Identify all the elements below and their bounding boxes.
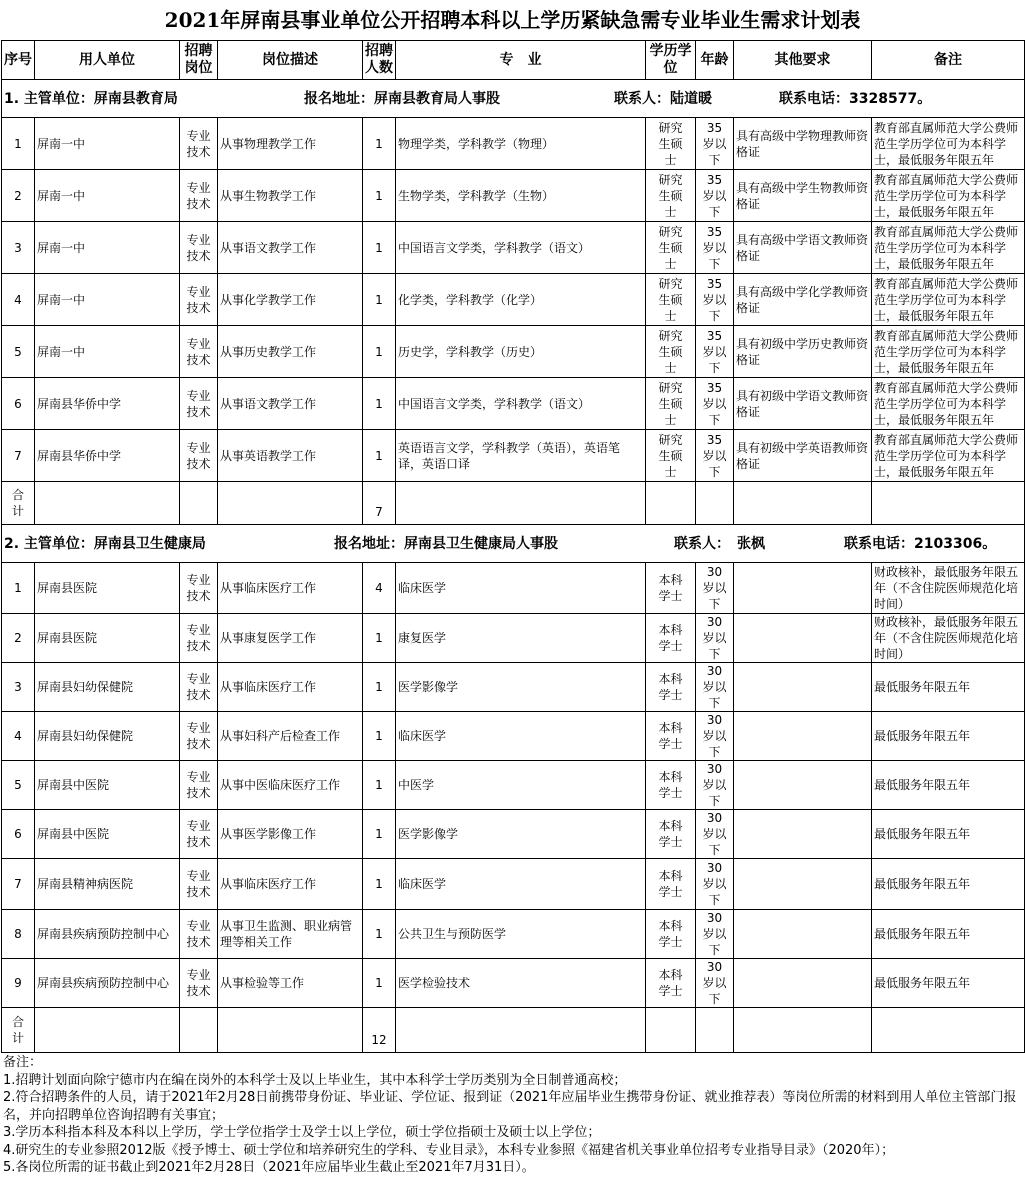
empty-cell (734, 1008, 872, 1053)
cell-desc: 从事语文教学工作 (218, 378, 363, 430)
cell-count: 1 (363, 859, 396, 910)
empty-cell (180, 1008, 218, 1053)
cell-no: 2 (2, 170, 35, 222)
cell-post-text: 专业技术 (186, 180, 211, 211)
cell-age (696, 118, 734, 170)
cell-major: 医学影像学 (396, 810, 646, 859)
total-label-text: 合计 (11, 1015, 24, 1045)
cell-post (180, 118, 218, 170)
cell-desc: 从事生物教学工作 (218, 170, 363, 222)
cell-post (180, 563, 218, 614)
cell-desc: 从事医学影像工作 (218, 810, 363, 859)
cell-req (734, 859, 872, 910)
cell-employer: 屏南县中医院 (35, 761, 180, 810)
cell-major: 中国语言文学类，学科教学（语文） (396, 378, 646, 430)
cell-note (872, 761, 1025, 810)
cell-no: 6 (2, 810, 35, 859)
cell-age-text: 30岁以下 (702, 713, 727, 759)
header-cell: 年龄 (696, 41, 734, 80)
cell-edu-text: 研究生硕士 (658, 276, 683, 323)
empty-cell (218, 1008, 363, 1053)
cell-note-text: 教育部直属师范大学公费师范生学历学位可为本科学士，最低服务年限五年 (874, 432, 1019, 479)
section-contact: 联系人：陆道暖 (614, 90, 712, 107)
cell-desc: 从事语文教学工作 (218, 222, 363, 274)
table-row (2, 563, 1025, 614)
cell-note-text: 财政核补，最低服务年限五年（不含住院医师规范化培时间） (874, 615, 1019, 661)
table-row (2, 614, 1025, 663)
cell-note (872, 712, 1025, 761)
empty-cell (696, 482, 734, 525)
note-item: 2.符合招聘条件的人员，请于2021年2月28日前携带身份证、毕业证、学位证、报到证（2021年应届毕业生携带身份证、就业推荐表）等岗位所需的材料到用人单位主管部门报名，并向招聘单位咨询招聘有关事宜； (3, 1090, 1017, 1123)
note-item: 4.研究生的专业参照2012版《授予博士、硕士学位和培养研究生的学科、专业目录》，本科专业参照《福建省机关事业单位招考专业指导目录》（2020年）； (3, 1142, 895, 1158)
cell-no: 9 (2, 959, 35, 1008)
cell-edu (646, 663, 696, 712)
cell-note (872, 859, 1025, 910)
cell-age-text: 30岁以下 (702, 811, 727, 857)
empty-cell (35, 1008, 180, 1053)
cell-edu-text: 本科学士 (658, 919, 683, 949)
header-row (2, 41, 1025, 80)
empty-cell (696, 1008, 734, 1053)
empty-cell (872, 482, 1025, 525)
total-label-text: 合计 (11, 488, 24, 518)
cell-major: 英语语言文学，学科教学（英语），英语笔译，英语口译 (396, 430, 646, 482)
cell-desc: 从事临床医疗工作 (218, 563, 363, 614)
cell-employer: 屏南一中 (35, 170, 180, 222)
cell-count: 1 (363, 910, 396, 959)
cell-age-text: 30岁以下 (702, 615, 727, 661)
cell-no: 7 (2, 859, 35, 910)
cell-edu (646, 430, 696, 482)
cell-edu-text: 本科学士 (658, 721, 683, 751)
cell-edu (646, 222, 696, 274)
cell-count: 1 (363, 959, 396, 1008)
cell-edu (646, 910, 696, 959)
cell-edu-text: 研究生硕士 (658, 380, 683, 427)
cell-post-text: 专业技术 (186, 672, 211, 702)
cell-employer: 屏南一中 (35, 118, 180, 170)
cell-note (872, 378, 1025, 430)
cell-no: 4 (2, 712, 35, 761)
cell-age (696, 326, 734, 378)
cell-post-text: 专业技术 (186, 573, 211, 603)
cell-age (696, 430, 734, 482)
cell-post (180, 430, 218, 482)
cell-edu (646, 326, 696, 378)
total-label (2, 1008, 35, 1053)
empty-cell (218, 482, 363, 525)
empty-cell (872, 1008, 1025, 1053)
cell-no: 3 (2, 222, 35, 274)
cell-edu-text: 研究生硕士 (658, 172, 683, 219)
cell-major: 中国语言文学类，学科教学（语文） (396, 222, 646, 274)
cell-req: 具有初级中学语文教师资格证 (734, 378, 872, 430)
section-info (2, 525, 1025, 563)
cell-employer: 屏南县医院 (35, 563, 180, 614)
cell-req (734, 663, 872, 712)
cell-post-text: 专业技术 (186, 869, 211, 899)
header-cell: 备注 (872, 41, 1025, 80)
cell-note-text: 最低服务年限五年 (874, 729, 971, 743)
total-count: 7 (363, 482, 396, 525)
cell-no: 8 (2, 910, 35, 959)
table-row (2, 810, 1025, 859)
header-cell: 序号 (2, 41, 35, 80)
empty-cell (734, 482, 872, 525)
cell-post-text: 专业技术 (186, 336, 211, 367)
cell-count: 4 (363, 563, 396, 614)
cell-count: 1 (363, 118, 396, 170)
cell-note-text: 教育部直属师范大学公费师范生学历学位可为本科学士，最低服务年限五年 (874, 380, 1019, 427)
cell-post-text: 专业技术 (186, 284, 211, 315)
cell-no: 4 (2, 274, 35, 326)
cell-no: 2 (2, 614, 35, 663)
cell-post (180, 170, 218, 222)
cell-edu-text: 研究生硕士 (658, 224, 683, 271)
cell-desc: 从事妇科产后检查工作 (218, 712, 363, 761)
cell-edu-text: 本科学士 (658, 623, 683, 653)
cell-req (734, 563, 872, 614)
cell-note (872, 430, 1025, 482)
cell-post (180, 378, 218, 430)
cell-note-text: 最低服务年限五年 (874, 877, 971, 891)
table-row (2, 378, 1025, 430)
cell-desc: 从事临床医疗工作 (218, 663, 363, 712)
section-address: 报名地址：屏南县卫生健康局人事股 (334, 535, 558, 552)
empty-cell (646, 1008, 696, 1053)
cell-age (696, 859, 734, 910)
cell-desc: 从事卫生监测、职业病管理等相关工作 (218, 910, 363, 959)
cell-count: 1 (363, 378, 396, 430)
cell-edu-text: 研究生硕士 (658, 328, 683, 375)
cell-req (734, 614, 872, 663)
total-label (2, 482, 35, 525)
cell-age (696, 712, 734, 761)
cell-post (180, 959, 218, 1008)
cell-major: 临床医学 (396, 859, 646, 910)
cell-post (180, 761, 218, 810)
cell-note (872, 663, 1025, 712)
cell-edu (646, 274, 696, 326)
cell-req (734, 959, 872, 1008)
cell-desc: 从事物理教学工作 (218, 118, 363, 170)
cell-employer: 屏南县华侨中学 (35, 378, 180, 430)
recruitment-table (1, 40, 1025, 1053)
cell-post (180, 712, 218, 761)
cell-age (696, 222, 734, 274)
cell-edu-text: 本科学士 (658, 819, 683, 849)
cell-age (696, 810, 734, 859)
note-item: 5.各岗位所需的证书截止到2021年2月28日（2021年应届毕业生截止至2021年7月31日）。 (3, 1160, 535, 1175)
cell-note (872, 222, 1025, 274)
cell-count: 1 (363, 170, 396, 222)
cell-age-text: 30岁以下 (702, 960, 727, 1006)
cell-major: 临床医学 (396, 712, 646, 761)
cell-post-text: 专业技术 (186, 388, 211, 419)
cell-age-text: 35岁以下 (702, 380, 727, 427)
section-header-health (2, 525, 1025, 563)
cell-employer: 屏南一中 (35, 274, 180, 326)
cell-desc: 从事临床医疗工作 (218, 859, 363, 910)
section-header-education (2, 80, 1025, 118)
cell-note-text: 最低服务年限五年 (874, 927, 971, 941)
notes-heading: 备注： (3, 1055, 43, 1070)
cell-employer: 屏南一中 (35, 326, 180, 378)
cell-age-text: 35岁以下 (702, 224, 727, 271)
cell-no: 1 (2, 563, 35, 614)
cell-age-text: 35岁以下 (702, 172, 727, 219)
cell-note (872, 274, 1025, 326)
cell-post (180, 326, 218, 378)
table-row (2, 326, 1025, 378)
cell-major: 历史学，学科教学（历史） (396, 326, 646, 378)
cell-major: 生物学类，学科教学（生物） (396, 170, 646, 222)
cell-major: 医学检验技术 (396, 959, 646, 1008)
cell-edu-text: 本科学士 (658, 672, 683, 702)
header-cell: 学历学位 (646, 41, 696, 80)
cell-note (872, 563, 1025, 614)
cell-req: 具有高级中学生物教师资格证 (734, 170, 872, 222)
cell-employer: 屏南县中医院 (35, 810, 180, 859)
cell-edu (646, 614, 696, 663)
cell-major: 化学类，学科教学（化学） (396, 274, 646, 326)
cell-note-text: 最低服务年限五年 (874, 778, 971, 792)
cell-employer: 屏南县妇幼保健院 (35, 663, 180, 712)
cell-req (734, 712, 872, 761)
cell-req: 具有高级中学物理教师资格证 (734, 118, 872, 170)
cell-note-text: 教育部直属师范大学公费师范生学历学位可为本科学士，最低服务年限五年 (874, 120, 1019, 167)
cell-post (180, 222, 218, 274)
cell-post (180, 663, 218, 712)
cell-post-text: 专业技术 (186, 440, 211, 471)
empty-cell (35, 482, 180, 525)
table-row (2, 761, 1025, 810)
cell-age-text: 35岁以下 (702, 276, 727, 323)
cell-employer: 屏南县精神病医院 (35, 859, 180, 910)
cell-note (872, 959, 1025, 1008)
cell-age (696, 959, 734, 1008)
cell-desc: 从事化学教学工作 (218, 274, 363, 326)
cell-age-text: 30岁以下 (702, 861, 727, 907)
cell-note (872, 614, 1025, 663)
cell-edu (646, 761, 696, 810)
cell-post (180, 274, 218, 326)
cell-no: 3 (2, 663, 35, 712)
cell-major: 物理学类，学科教学（物理） (396, 118, 646, 170)
cell-age-text: 35岁以下 (702, 432, 727, 479)
note-item: 3.学历本科指本科及本科以上学历，学士学位指学士及学士以上学位，硕士学位指硕士及硕士以上学位； (3, 1125, 601, 1140)
cell-edu (646, 563, 696, 614)
cell-post-text: 专业技术 (186, 721, 211, 751)
cell-major: 公共卫生与预防医学 (396, 910, 646, 959)
cell-count: 1 (363, 761, 396, 810)
cell-post-text: 专业技术 (186, 232, 211, 263)
section-phone: 联系电话：3328577。 (779, 90, 932, 107)
cell-note-text: 最低服务年限五年 (874, 680, 971, 694)
cell-age-text: 35岁以下 (702, 328, 727, 375)
table-row (2, 663, 1025, 712)
cell-edu-text: 研究生硕士 (658, 432, 683, 479)
cell-age (696, 663, 734, 712)
cell-count: 1 (363, 274, 396, 326)
cell-post (180, 614, 218, 663)
cell-count: 1 (363, 663, 396, 712)
cell-edu (646, 170, 696, 222)
cell-edu-text: 本科学士 (658, 573, 683, 603)
notes-block (3, 1054, 1023, 1177)
cell-post (180, 810, 218, 859)
section-info (2, 80, 1025, 118)
section-unit: 2. 主管单位：屏南县卫生健康局 (4, 535, 206, 552)
empty-cell (180, 482, 218, 525)
cell-no: 5 (2, 326, 35, 378)
cell-note (872, 910, 1025, 959)
cell-age-text: 30岁以下 (702, 565, 727, 611)
cell-note (872, 326, 1025, 378)
table-row (2, 430, 1025, 482)
cell-note-text: 财政核补，最低服务年限五年（不含住院医师规范化培时间） (874, 565, 1019, 611)
cell-employer: 屏南县疾病预防控制中心 (35, 910, 180, 959)
header-cell: 用人单位 (35, 41, 180, 80)
cell-edu (646, 118, 696, 170)
cell-req (734, 761, 872, 810)
cell-age (696, 274, 734, 326)
cell-age (696, 563, 734, 614)
header-cell: 其他要求 (734, 41, 872, 80)
table-row (2, 170, 1025, 222)
header-cell: 专 业 (396, 41, 646, 80)
page-title: 2021年屏南县事业单位公开招聘本科以上学历紧缺急需专业毕业生需求计划表 (164, 8, 861, 32)
table-row (2, 222, 1025, 274)
table-row (2, 859, 1025, 910)
cell-edu-text: 本科学士 (658, 968, 683, 998)
cell-employer: 屏南县华侨中学 (35, 430, 180, 482)
cell-desc: 从事中医临床医疗工作 (218, 761, 363, 810)
cell-note-text: 最低服务年限五年 (874, 827, 971, 841)
empty-cell (396, 482, 646, 525)
cell-employer: 屏南一中 (35, 222, 180, 274)
total-row (2, 482, 1025, 525)
cell-req: 具有初级中学英语教师资格证 (734, 430, 872, 482)
cell-req: 具有高级中学语文教师资格证 (734, 222, 872, 274)
cell-employer: 屏南县疾病预防控制中心 (35, 959, 180, 1008)
total-row (2, 1008, 1025, 1053)
cell-note-text: 教育部直属师范大学公费师范生学历学位可为本科学士，最低服务年限五年 (874, 224, 1019, 271)
cell-req: 具有高级中学化学教师资格证 (734, 274, 872, 326)
note-item: 1.招聘计划面向除宁德市内在编在岗外的本科学士及以上毕业生，其中本科学士学历类别为全日制普通高校； (3, 1072, 627, 1088)
cell-note-text: 教育部直属师范大学公费师范生学历学位可为本科学士，最低服务年限五年 (874, 328, 1019, 375)
cell-age-text: 35岁以下 (702, 120, 727, 167)
cell-edu-text: 本科学士 (658, 770, 683, 800)
section-unit: 1. 主管单位：屏南县教育局 (4, 90, 178, 107)
cell-post-text: 专业技术 (186, 968, 211, 998)
cell-post-text: 专业技术 (186, 128, 211, 159)
table-row (2, 118, 1025, 170)
cell-no: 5 (2, 761, 35, 810)
cell-age (696, 170, 734, 222)
cell-count: 1 (363, 222, 396, 274)
cell-req: 具有初级中学历史教师资格证 (734, 326, 872, 378)
cell-edu-text: 研究生硕士 (658, 120, 683, 167)
table-row (2, 910, 1025, 959)
section-address: 报名地址：屏南县教育局人事股 (304, 90, 500, 107)
cell-age (696, 378, 734, 430)
cell-age (696, 910, 734, 959)
cell-edu (646, 859, 696, 910)
cell-post-text: 专业技术 (186, 819, 211, 849)
cell-edu-text: 本科学士 (658, 869, 683, 899)
cell-major: 康复医学 (396, 614, 646, 663)
cell-count: 1 (363, 614, 396, 663)
cell-major: 医学影像学 (396, 663, 646, 712)
cell-desc: 从事英语教学工作 (218, 430, 363, 482)
cell-desc: 从事康复医学工作 (218, 614, 363, 663)
empty-cell (396, 1008, 646, 1053)
cell-post (180, 859, 218, 910)
cell-major: 临床医学 (396, 563, 646, 614)
cell-note (872, 810, 1025, 859)
cell-post-text: 专业技术 (186, 623, 211, 653)
cell-note-text: 教育部直属师范大学公费师范生学历学位可为本科学士，最低服务年限五年 (874, 276, 1019, 323)
cell-note (872, 170, 1025, 222)
cell-no: 7 (2, 430, 35, 482)
cell-post-text: 专业技术 (186, 919, 211, 949)
cell-age-text: 30岁以下 (702, 762, 727, 808)
cell-edu (646, 712, 696, 761)
cell-count: 1 (363, 430, 396, 482)
cell-age-text: 30岁以下 (702, 664, 727, 710)
table-row (2, 712, 1025, 761)
header-cell: 岗位描述 (218, 41, 363, 80)
cell-edu (646, 810, 696, 859)
empty-cell (646, 482, 696, 525)
cell-count: 1 (363, 810, 396, 859)
cell-post (180, 910, 218, 959)
cell-note-text: 最低服务年限五年 (874, 976, 971, 990)
cell-edu (646, 959, 696, 1008)
cell-desc: 从事检验等工作 (218, 959, 363, 1008)
total-count: 12 (363, 1008, 396, 1053)
header-cell: 招聘岗位 (180, 41, 218, 80)
cell-no: 1 (2, 118, 35, 170)
cell-edu (646, 378, 696, 430)
cell-count: 1 (363, 326, 396, 378)
section-contact: 联系人： 张枫 (674, 535, 765, 552)
table-row (2, 959, 1025, 1008)
cell-age (696, 761, 734, 810)
cell-desc: 从事历史教学工作 (218, 326, 363, 378)
cell-employer: 屏南县妇幼保健院 (35, 712, 180, 761)
header-cell: 招聘人数 (363, 41, 396, 80)
cell-req (734, 810, 872, 859)
section-phone: 联系电话：2103306。 (844, 535, 997, 552)
cell-age-text: 30岁以下 (702, 911, 727, 957)
cell-post-text: 专业技术 (186, 770, 211, 800)
cell-note-text: 教育部直属师范大学公费师范生学历学位可为本科学士，最低服务年限五年 (874, 172, 1019, 219)
cell-employer: 屏南县医院 (35, 614, 180, 663)
cell-req (734, 910, 872, 959)
cell-note (872, 118, 1025, 170)
cell-major: 中医学 (396, 761, 646, 810)
cell-count: 1 (363, 712, 396, 761)
table-row (2, 274, 1025, 326)
cell-age (696, 614, 734, 663)
cell-no: 6 (2, 378, 35, 430)
